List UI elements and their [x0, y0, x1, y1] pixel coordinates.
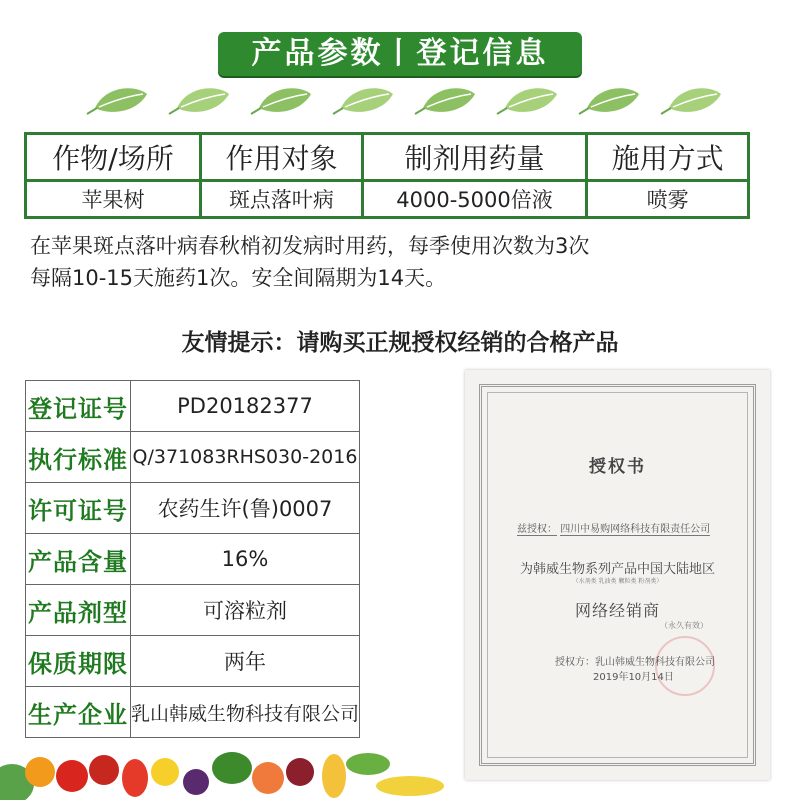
- certificate-grantee: [517, 520, 710, 535]
- leaf-icon: [87, 88, 147, 114]
- info-value-shelf-life: 两年: [130, 636, 359, 687]
- certificate-grantee-label: 兹授权：: [517, 524, 557, 535]
- value-method: 喷雾: [587, 181, 749, 218]
- pepper-icon: [122, 759, 148, 797]
- broccoli-icon: [212, 752, 252, 784]
- leaf-icon: [346, 753, 390, 775]
- value-dosage: 4000-5000倍液: [362, 181, 586, 218]
- certificate-role: 网络经销商: [574, 601, 660, 620]
- leaf-icon: [497, 88, 557, 114]
- info-label-content: 产品含量: [26, 534, 131, 585]
- info-label-formulation: 产品剂型: [26, 585, 131, 636]
- authorization-certificate: [465, 370, 770, 780]
- info-row: [26, 585, 360, 636]
- leaf-icon: [661, 88, 721, 114]
- certificate-grantor: 授权方：乳山韩威生物科技有限公司: [555, 657, 715, 668]
- grape-icon: [183, 769, 209, 795]
- info-label-registration: 登记证号: [26, 381, 131, 432]
- fruit-vegetable-decoration: [0, 732, 450, 800]
- header-target: 作用对象: [201, 134, 363, 181]
- usage-note: [30, 230, 780, 294]
- info-value-standard: Q/371083RHS030-2016: [130, 432, 359, 483]
- info-row: [26, 381, 360, 432]
- leaf-icon: [333, 88, 393, 114]
- certificate-date: 2019年10月14日: [593, 672, 674, 683]
- leaf-divider-decoration: [75, 80, 725, 120]
- info-label-license: 许可证号: [26, 483, 131, 534]
- plum-icon: [286, 758, 314, 786]
- info-row: [26, 534, 360, 585]
- tomato-icon: [56, 760, 88, 792]
- certificate-title: 授权书: [589, 457, 646, 477]
- header-method: 施用方式: [587, 134, 749, 181]
- info-label-shelf-life: 保质期限: [26, 636, 131, 687]
- certificate-scope: 为韩威生物系列产品中国大陆地区: [519, 562, 715, 577]
- info-value-license: 农药生许(鲁)0007: [130, 483, 359, 534]
- leaf-icon: [251, 88, 311, 114]
- parameters-table: [24, 132, 750, 219]
- leaf-icon: [169, 88, 229, 114]
- info-row: [26, 483, 360, 534]
- usage-note-line-1: 在苹果斑点落叶病春秋梢初发病时用药，每季使用次数为3次: [30, 234, 590, 258]
- info-value-formulation: 可溶粒剂: [130, 585, 359, 636]
- info-value-registration: PD20182377: [130, 381, 359, 432]
- banana-icon: [376, 776, 444, 796]
- friendly-tip: 友情提示：请购买正规授权经销的合格产品: [181, 330, 619, 356]
- value-crop: 苹果树: [26, 181, 201, 218]
- lemon-icon: [151, 758, 179, 786]
- leaf-icon: [415, 88, 475, 114]
- leaf-icon: [579, 88, 639, 114]
- orange-icon: [25, 757, 55, 787]
- info-row: [26, 687, 360, 738]
- info-label-manufacturer: 生产企业: [26, 687, 131, 738]
- corn-icon: [322, 754, 346, 798]
- info-row: [26, 432, 360, 483]
- info-value-manufacturer: 乳山韩威生物科技有限公司: [130, 687, 359, 738]
- usage-note-line-2: 每隔10-15天施药1次。安全间隔期为14天。: [30, 266, 447, 290]
- parameters-header-row: [26, 134, 749, 181]
- certificate-validity: （永久有效）: [660, 621, 708, 630]
- header-dosage: 制剂用药量: [362, 134, 586, 181]
- section-title-banner: 产品参数丨登记信息: [218, 32, 582, 76]
- peach-icon: [252, 762, 284, 794]
- parameters-value-row: [26, 181, 749, 218]
- info-row: [26, 636, 360, 687]
- certificate-scope-detail: （水剂类 乳油类 颗粒类 粉剂类）: [572, 578, 663, 585]
- registration-info-table: [25, 380, 360, 738]
- value-target: 斑点落叶病: [201, 181, 363, 218]
- header-crop: 作物/场所: [26, 134, 201, 181]
- info-label-standard: 执行标准: [26, 432, 131, 483]
- apple-icon: [89, 755, 119, 785]
- certificate-grantee-name: 四川中易购网络科技有限责任公司: [560, 524, 711, 535]
- info-value-content: 16%: [130, 534, 359, 585]
